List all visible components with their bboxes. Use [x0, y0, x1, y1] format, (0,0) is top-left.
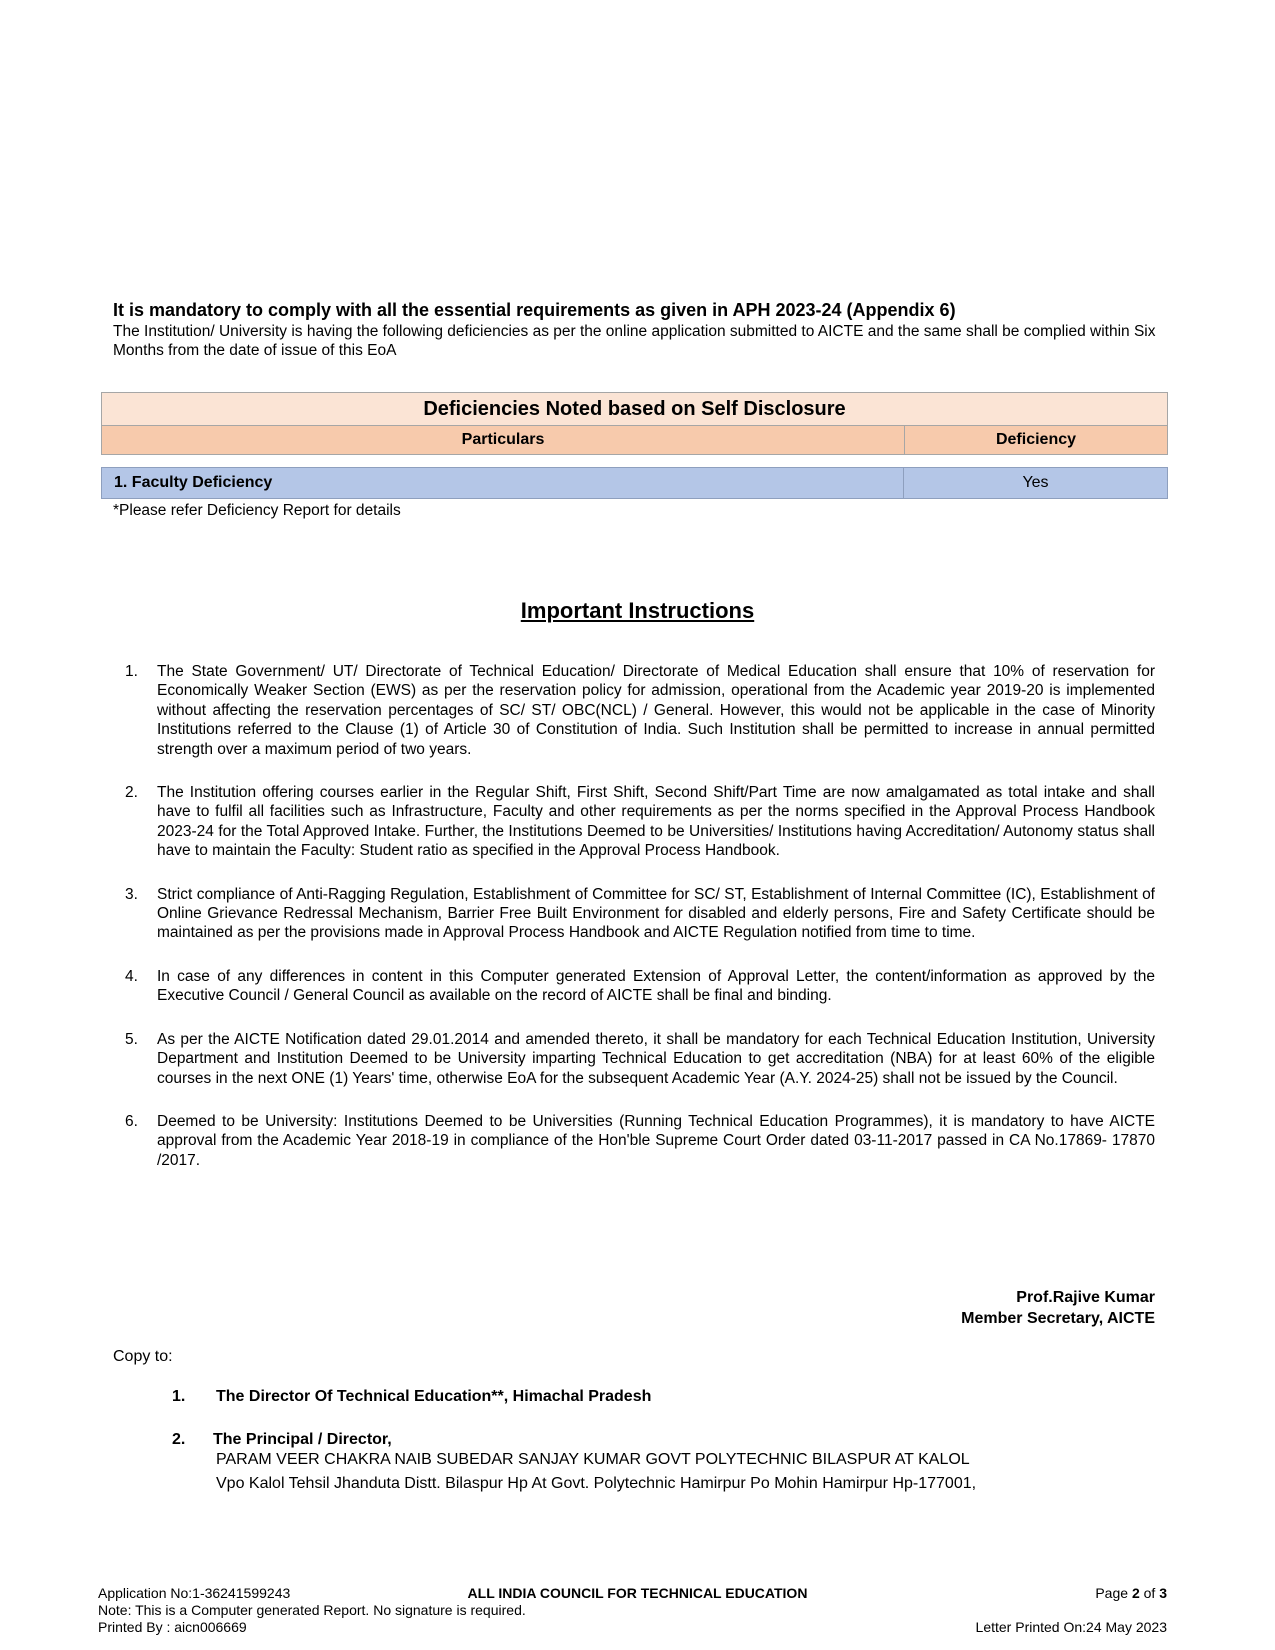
- instruction-text: In case of any differences in content in this Computer generated Extension of Approval Letter, the content/information as approved by the Executive Council / General Council as available on the record of AICTE shall be final and binding.: [157, 967, 1155, 1005]
- instruction-number: 1.: [125, 663, 138, 680]
- institution-address: Vpo Kalol Tehsil Jhanduta Distt. Bilaspur Hp At Govt. Polytechnic Hamirpur Po Mohin Hamirpur Hp-177001,: [216, 1475, 977, 1492]
- copy-item-recipient: The Principal / Director,: [213, 1431, 392, 1448]
- instruction-number: 6.: [125, 1112, 138, 1130]
- instruction-text: The State Government/ UT/ Directorate of Technical Education/ Directorate of Medical Education shall ensure that 10% of reservation for Economically Weaker Section (EWS) as per the reservation policy for admission, operational from the Academic year 2019-20 is implemented without affecting the reservation percentages of SC/ ST/ OBC(NCL) / General. However, this would not be applicable in the case of Minority Institutions referred to the Clause (1) of Article 30 of Constitution of India. Such Institution shall be permitted to increase in annual permitted strength over a maximum period of two years.: [157, 663, 1155, 758]
- signatory-designation: Member Secretary, AICTE: [961, 1310, 1155, 1327]
- instruction-number: 2.: [125, 784, 138, 802]
- council-name: ALL INDIA COUNCIL FOR TECHNICAL EDUCATION: [467, 1585, 808, 1601]
- page-number: Page 2 of 3: [1095, 1585, 1167, 1601]
- mandatory-compliance-heading: It is mandatory to comply with all the essential requirements as given in APH 2023-24 (Appendix 6): [113, 300, 956, 320]
- table-row: [101, 467, 1168, 499]
- instruction-item: [125, 662, 1155, 759]
- application-number: Application No:1-36241599243: [98, 1585, 291, 1601]
- instruction-item: [125, 783, 1155, 861]
- deficiency-report-note: *Please refer Deficiency Report for details: [113, 502, 401, 519]
- instruction-item: [125, 1112, 1155, 1170]
- copy-to-label: Copy to:: [113, 1348, 173, 1365]
- signatory-block: [961, 1287, 1155, 1329]
- deficiency-cell: Yes: [1022, 474, 1049, 491]
- instruction-item: [125, 1030, 1155, 1088]
- copy-item-number: 1.: [172, 1388, 186, 1405]
- instruction-text: Deemed to be University: Institutions Deemed to be Universities (Running Technical Education Programmes), it is mandatory to have AICTE approval from the Academic Year 2018-19 in compliance of the Hon'ble Supreme Court Order dated 03-11-2017 passed in CA No.17869- 17870 /2017.: [157, 1112, 1155, 1169]
- generated-report-note: Note: This is a Computer generated Report. No signature is required.: [98, 1602, 526, 1618]
- deficiency-table: [101, 392, 1168, 499]
- signatory-name: Prof.Rajive Kumar: [1016, 1289, 1155, 1306]
- instruction-item: [125, 885, 1155, 943]
- instructions-list: [125, 662, 1155, 1194]
- instruction-item: [125, 967, 1155, 1006]
- printed-by: Printed By : aicn006669: [98, 1619, 247, 1635]
- institution-name: PARAM VEER CHAKRA NAIB SUBEDAR SANJAY KUMAR GOVT POLYTECHNIC BILASPUR AT KALOL: [216, 1451, 970, 1468]
- column-header-particulars: Particulars: [102, 426, 905, 454]
- copy-to-item: [172, 1431, 392, 1449]
- instruction-text: Strict compliance of Anti-Ragging Regulation, Establishment of Committee for SC/ ST, Establishment of Internal Committee (IC), Establishment of Online Grievance Redressal Mechanism, Barrier Free Built Environment for disabled and elderly persons, Fire and Safety Certificate should be maintained as per the provisions made in Approval Process Handbook and AICTE Regulation notified from time to time.: [157, 885, 1155, 942]
- deficiency-table-title: Deficiencies Noted based on Self Disclosure: [101, 392, 1168, 426]
- column-header-deficiency: Deficiency: [995, 431, 1077, 448]
- copy-item-number: 2.: [172, 1431, 186, 1448]
- instruction-number: 3.: [125, 885, 138, 903]
- deficiency-compliance-text: The Institution/ University is having the following deficiencies as per the online application submitted to AICTE and the same shall be complied within Six Months from the date of issue of this EoA: [113, 323, 1156, 359]
- instructions-heading: Important Instructions: [520, 598, 755, 623]
- deficiency-table-header: [101, 426, 1168, 455]
- copy-to-item: [172, 1388, 651, 1406]
- printed-on-date: Letter Printed On:24 May 2023: [975, 1619, 1167, 1635]
- instruction-text: As per the AICTE Notification dated 29.01.2014 and amended thereto, it shall be mandatory for each Technical Education Institution, University Department and Institution Deemed to be University imparting Technical Education to get accreditation (NBA) for at least 60% of the eligible courses in the next ONE (1) Years' time, otherwise EoA for the subsequent Academic Year (A.Y. 2024-25) shall not be issued by the Council.: [157, 1030, 1155, 1087]
- instruction-number: 4.: [125, 967, 138, 985]
- instruction-number: 5.: [125, 1030, 138, 1048]
- instruction-text: The Institution offering courses earlier in the Regular Shift, First Shift, Second Shift/Part Time are now amalgamated as total intake and shall have to fulfil all facilities such as Infrastructure, Faculty and other requirements as per the norms specified in the Approval Process Handbook 2023-24 for the Total Approved Intake. Further, the Institutions Deemed to be Universities/ Institutions having Accreditation/ Autonomy status shall have to maintain the Faculty: Student ratio as specified in the Approval Process Handbook.: [157, 784, 1155, 860]
- particular-cell: 1. Faculty Deficiency: [102, 468, 904, 498]
- copy-item-recipient: The Director Of Technical Education**, Himachal Pradesh: [216, 1388, 652, 1405]
